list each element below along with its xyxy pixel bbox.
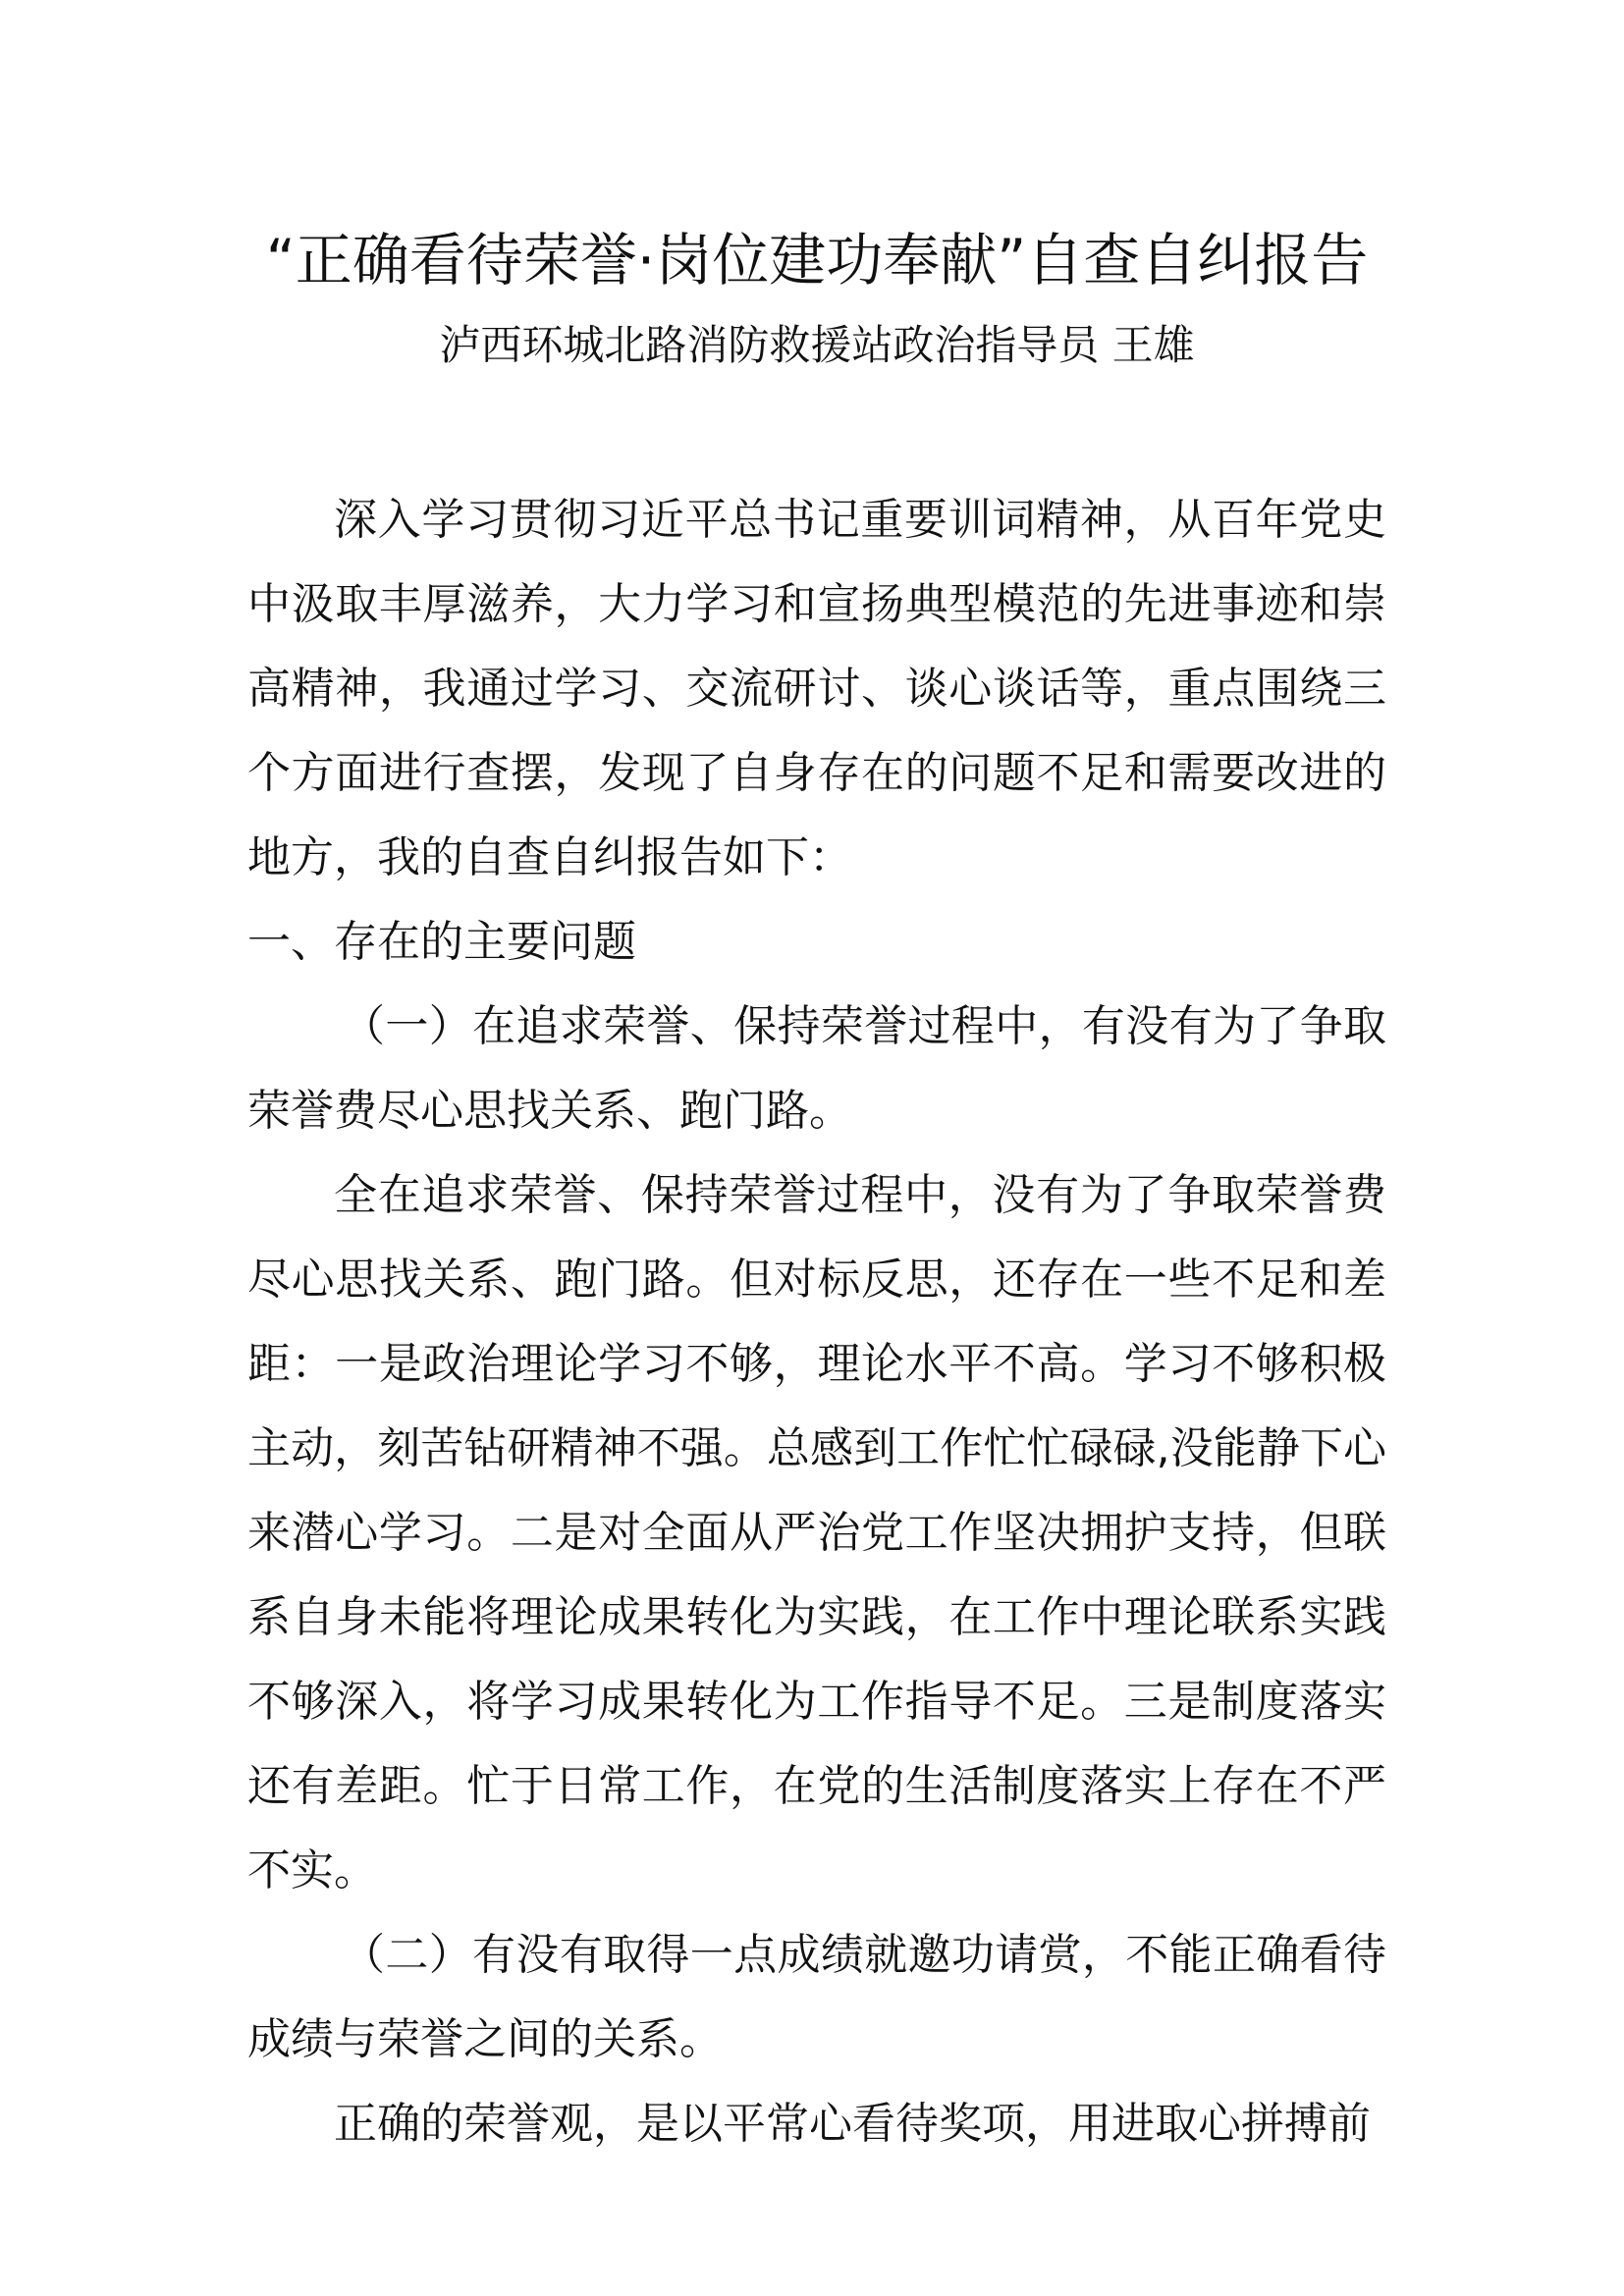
body-paragraph: 正确的荣誉观，是以平常心看待奖项，用进取心拼搏前 xyxy=(334,2099,1371,2149)
subsection-heading-1: （一）在追求荣誉、保持荣誉过程中，有没有为了争取荣誉费尽心思找关系、跑门路。 xyxy=(247,1001,1386,1136)
section-heading: 一、存在的主要问题 xyxy=(247,917,636,967)
intro-paragraph: 深入学习贯彻习近平总书记重要训词精神，从百年党史中汲取丰厚滋养，大力学习和宣扬典型模范的先进事迹和崇高精神，我通过学习、交流研讨、谈心谈话等，重点围绕三个方面进行查摆，发现了自身存在的问题不足和需要改进的地方，我的自查自纠报告如下： xyxy=(247,495,1386,882)
document-subtitle: 泸西环城北路消防救援站政治指导员 王雄 xyxy=(439,321,1195,369)
document-page xyxy=(247,0,1386,2296)
body-paragraph: 全在追求荣誉、保持荣誉过程中，没有为了争取荣誉费尽心思找关系、跑门路。但对标反思，还存在一些不足和差距：一是政治理论学习不够，理论水平不高。学习不够积极主动，刻苦钻研精神不强。总感到工作忙忙碌碌,没能静下心来潜心学习。二是对全面从严治党工作坚决拥护支持，但联系自身未能将理论成果转化为实践，在工作中理论联系实践不够深入，将学习成果转化为工作指导不足。三是制度落实还有差距。忙于日常工作，在党的生活制度落实上存在不严不实。 xyxy=(247,1170,1386,1896)
document-title: “正确看待荣誉·岗位建功奉献”自查自纠报告 xyxy=(265,227,1369,294)
subsection-heading-2: （二）有没有取得一点成绩就邀功请赏，不能正确看待成绩与荣誉之间的关系。 xyxy=(247,1930,1386,2064)
document-body xyxy=(247,478,1386,2166)
